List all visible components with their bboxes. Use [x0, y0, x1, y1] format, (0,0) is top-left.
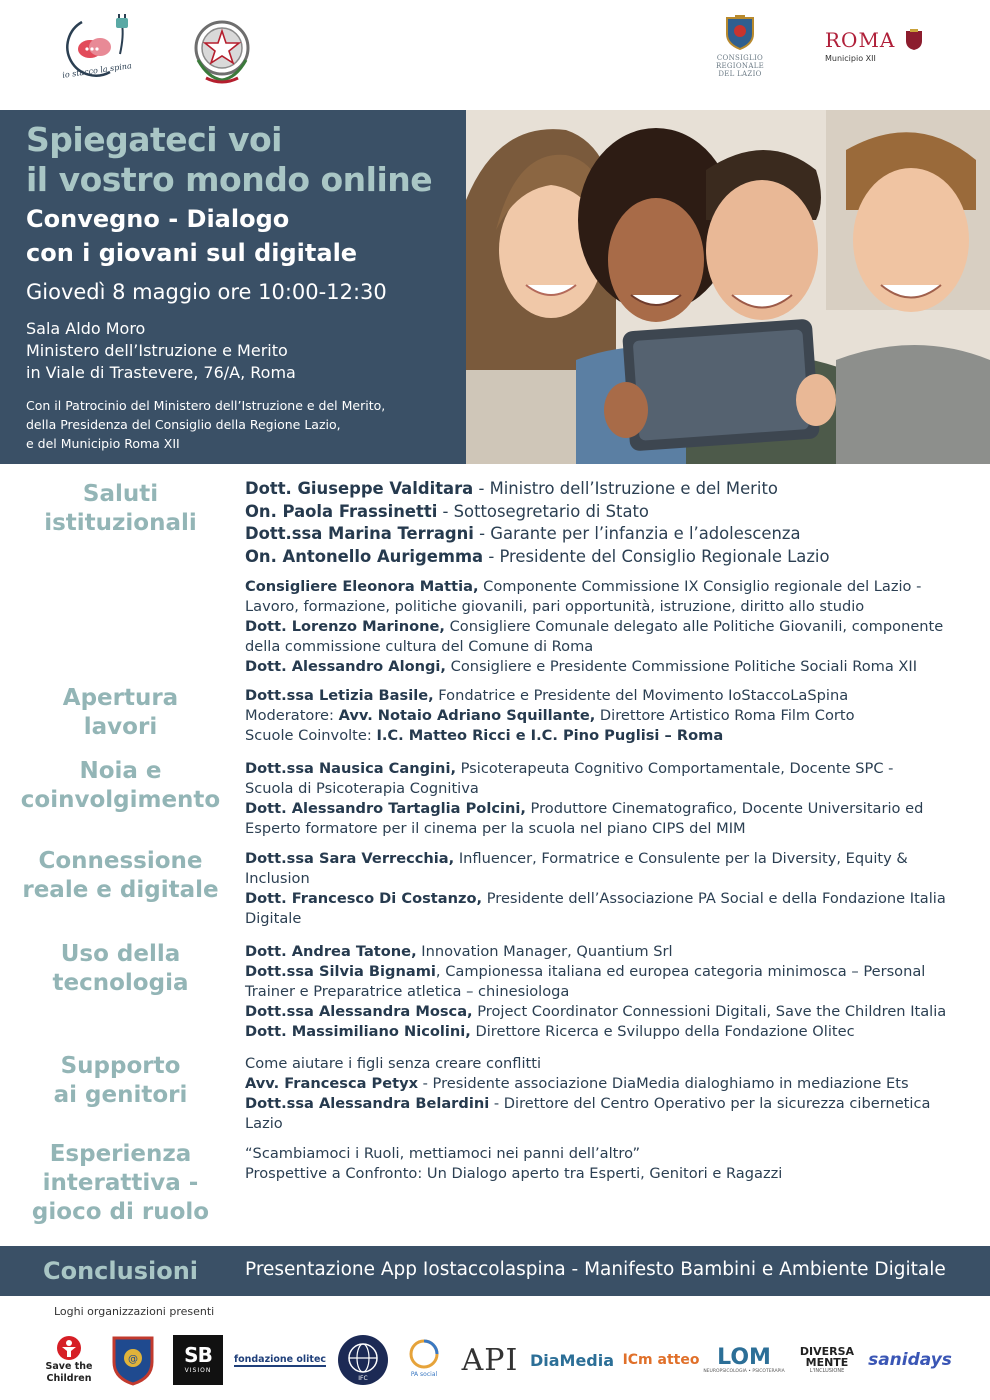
diversamente-subtext: L'INCLUSIONE — [809, 1368, 845, 1374]
lom-logo — [703, 1330, 785, 1390]
diversamente-logo — [792, 1330, 862, 1390]
label-line: Connessione — [38, 848, 203, 874]
pa-social-logo — [402, 1330, 446, 1390]
roma-subtitle: Municipio XII — [825, 54, 876, 63]
section-body — [245, 478, 980, 677]
speaker-row — [245, 799, 980, 839]
diamedia-logo — [530, 1330, 614, 1390]
section-label — [18, 480, 223, 538]
sb-vision-text: SB — [184, 1343, 212, 1367]
event-subtitle — [26, 202, 456, 270]
section-label — [18, 847, 223, 905]
speaker-role: Fondatrice e Presidente del Movimento IoStaccoLaSpina — [433, 687, 849, 704]
sanidays-logo — [870, 1330, 950, 1390]
speaker-row — [245, 942, 980, 962]
event-subtitle-line-1: Convegno - Dialogo — [26, 205, 290, 233]
diversamente-text: DIVERSA MENTE — [799, 1345, 855, 1369]
lom-subtext: NEUROPSICOLOGIA • PSICOTERAPIA — [703, 1368, 785, 1374]
venue-line-1: Sala Aldo Moro — [26, 319, 146, 338]
repubblica-italiana-emblem — [190, 16, 254, 86]
event-subtitle-line-2: con i giovani sul digitale — [26, 239, 358, 267]
api-logo — [460, 1330, 520, 1390]
ic-matteo-text: ICm atteo — [622, 1352, 700, 1368]
footer-logos-title: Loghi organizzazioni presenti — [54, 1305, 215, 1318]
lom-text: LOM — [717, 1344, 771, 1370]
speaker-row — [245, 962, 980, 1002]
speaker-name: On. Antonello Aurigemma — [245, 546, 484, 566]
speaker-role-cont: della commissione cultura del Comune di Roma — [245, 638, 594, 655]
ic-matteo-ricci-logo — [622, 1330, 700, 1390]
section-label — [18, 757, 223, 815]
event-title-line-1: Spiegateci voi — [26, 120, 282, 159]
speaker-name: Dott. Giuseppe Valditara — [245, 479, 474, 498]
speaker-name: Dott. Alessandro Alongi, — [245, 658, 446, 675]
speaker-row — [245, 889, 980, 929]
speaker-role: - Presidente associazione DiaMedia dialoghiamo in mediazione Ets — [418, 1075, 909, 1092]
speaker-role: Presidente dell’Associazione PA Social e della Fondazione Italia — [482, 890, 946, 907]
section-body — [245, 1144, 980, 1184]
label-line: tecnologia — [52, 970, 189, 996]
roma-word: ROMA — [825, 28, 896, 52]
speaker-role: Project Coordinator Connessioni Digitali, Save the Children Italia — [472, 1003, 947, 1020]
speaker-role: Psicoterapeuta Cognitivo Comportamentale, Docente SPC - — [456, 760, 894, 777]
io-stacco-la-spina-logo — [60, 14, 140, 84]
pa-social-text: PA social — [410, 1371, 438, 1378]
label-line: istituzionali — [44, 510, 197, 536]
globe-organization-logo — [336, 1330, 390, 1390]
event-venue — [26, 318, 466, 384]
speaker-role-cont: Lazio — [245, 1115, 283, 1132]
speaker-name: Avv. Francesca Petyx — [245, 1075, 419, 1092]
speaker-role: Consigliere Comunale delegato alle Politiche Giovanili, componente — [444, 618, 944, 635]
label-line: interattiva - — [42, 1170, 199, 1196]
patronage-line-1: Con il Patrocinio del Ministero dell’Istruzione e del Merito, — [26, 398, 386, 413]
speaker-role: Direttore Ricerca e Sviluppo della Fondazione Olitec — [470, 1023, 855, 1040]
speaker-role-cont: Scuola di Psicoterapia Cognitiva — [245, 780, 479, 797]
program — [0, 464, 990, 1244]
label-line: Saluti — [82, 481, 159, 507]
svg-text:@: @ — [128, 1354, 138, 1365]
label-line: coinvolgimento — [20, 787, 221, 813]
patronage-line-2: della Presidenza del Consiglio della Regione Lazio, — [26, 417, 341, 432]
event-title-line-2: il vostro mondo online — [26, 160, 433, 199]
speaker-row — [245, 849, 980, 889]
speaker-name: Dott. Massimiliano Nicolini, — [245, 1023, 471, 1040]
speaker-name: Dott. Andrea Tatone, — [245, 943, 417, 960]
diamedia-text: DiaMedia — [529, 1350, 615, 1370]
speaker-role-cont: Inclusion — [245, 870, 310, 887]
section-intro: Come aiutare i figli senza creare conflitti — [245, 1055, 542, 1072]
activity-description: Prospettive a Confronto: Un Dialogo aperto tra Esperti, Genitori e Ragazzi — [245, 1165, 783, 1182]
speaker-name: On. Paola Frassinetti — [245, 501, 438, 521]
speaker-role: Consigliere e Presidente Commissione Politiche Sociali Roma XII — [445, 658, 918, 675]
section-body — [245, 759, 980, 839]
event-patronage — [26, 396, 456, 453]
section-label — [18, 684, 223, 742]
label-line: ai genitori — [53, 1082, 188, 1108]
save-the-children-logo — [44, 1330, 94, 1390]
fondazione-olitec-logo — [232, 1330, 328, 1390]
speaker-role: Innovation Manager, Quantium Srl — [416, 943, 673, 960]
label-line: gioco di ruolo — [31, 1199, 210, 1225]
speaker-role: , Campionessa italiana ed europea categoria minimosca – Personal — [435, 963, 926, 980]
conclusioni-bar — [0, 1246, 990, 1296]
speaker-role: - Ministro dell’Istruzione e del Merito — [473, 479, 778, 498]
label-line: Supporto — [60, 1053, 181, 1079]
io-stacco-la-spina-logo-text: io stacco la spina — [61, 61, 133, 80]
speaker-row — [245, 1022, 980, 1042]
section-body — [245, 686, 980, 746]
speaker-name: Dott. Lorenzo Marinone, — [245, 618, 445, 635]
schools-row — [245, 726, 980, 746]
sb-vision-logo — [172, 1330, 224, 1390]
save-the-children-icon — [56, 1335, 82, 1361]
label-line: Uso della — [60, 941, 181, 967]
section-label — [18, 940, 223, 998]
venue-line-2: Ministero dell’Istruzione e Merito — [26, 341, 288, 360]
lazio-text-1: CONSIGLIO — [716, 54, 764, 62]
speaker-name: Avv. Notaio Adriano Squillante, — [338, 707, 596, 724]
label-line: Apertura — [62, 685, 179, 711]
patronage-line-3: e del Municipio Roma XII — [26, 436, 180, 451]
speaker-role: - Garante per l’infanzia e l’adolescenza — [473, 524, 801, 543]
speaker-row — [245, 501, 980, 524]
speaker-name: Dott. Francesco Di Costanzo, — [245, 890, 483, 907]
schools-prefix: Scuole Coinvolte: — [245, 727, 377, 744]
speaker-row — [245, 657, 980, 677]
speaker-name: Dott.ssa Marina Terragni — [245, 524, 474, 543]
speaker-role: Produttore Cinematografico, Docente Universitario ed — [525, 800, 924, 817]
speaker-role-cont: Lavoro, formazione, politiche giovanili, pari opportunità, istruzione, diritto allo studio — [245, 598, 865, 615]
speaker-name: Dott.ssa Sara Verrecchia, — [245, 850, 455, 867]
speaker-row — [245, 523, 980, 546]
speaker-role: Influencer, Formatrice e Consulente per la Diversity, Equity & — [454, 850, 908, 867]
speaker-role: Direttore Artistico Roma Film Corto — [595, 707, 855, 724]
speaker-role-cont: Trainer e Preparatrice atletica – chinesiologa — [245, 983, 570, 1000]
speaker-name: Dott. Alessandro Tartaglia Polcini, — [245, 800, 526, 817]
lazio-text-3: DEL LAZIO — [718, 70, 762, 78]
speaker-role: - Direttore del Centro Operativo per la sicurezza cibernetica — [489, 1095, 931, 1112]
header-logos — [0, 0, 990, 110]
speaker-role: Componente Commissione IX Consiglio regionale del Lazio - — [478, 578, 922, 595]
activity-title: “Scambiamoci i Ruoli, mettiamoci nei panni dell’altro” — [245, 1145, 641, 1162]
svg-text:IFC: IFC — [358, 1375, 368, 1382]
section-body — [245, 849, 980, 929]
section-body — [245, 1054, 980, 1134]
label-line: Noia e — [79, 758, 162, 784]
roma-municipio-logo — [825, 28, 935, 78]
speaker-row — [245, 1074, 980, 1094]
lazio-text-2: REGIONALE — [715, 62, 765, 70]
conclusioni-text: Presentazione App Iostaccolaspina - Manifesto Bambini e Ambiente Digitale — [245, 1259, 946, 1280]
schools-names: I.C. Matteo Ricci e I.C. Pino Puglisi – Roma — [376, 727, 724, 744]
hero-info-panel — [0, 110, 466, 464]
speaker-role: - Presidente del Consiglio Regionale Lazio — [483, 546, 830, 566]
teens-with-tablet-photo — [466, 110, 990, 464]
speaker-row — [245, 478, 980, 501]
speaker-row — [245, 686, 980, 706]
speaker-name: Dott.ssa Letizia Basile, — [245, 687, 434, 704]
api-text: API — [461, 1342, 519, 1378]
speaker-name: Dott.ssa Nausica Cangini, — [245, 760, 456, 777]
speaker-row — [245, 1002, 980, 1022]
speaker-row — [245, 1094, 980, 1134]
hero — [0, 110, 990, 464]
roma-shield-icon — [905, 29, 923, 51]
speaker-row — [245, 617, 980, 657]
conclusioni-label: Conclusioni — [42, 1257, 199, 1285]
speaker-role-cont: Digitale — [245, 910, 302, 927]
event-date: Giovedì 8 maggio ore 10:00-12:30 — [26, 280, 387, 304]
speaker-row — [245, 577, 980, 617]
speaker-row — [245, 759, 980, 799]
label-line: reale e digitale — [22, 877, 219, 903]
venue-line-3: in Viale di Trastevere, 76/A, Roma — [26, 363, 296, 382]
speaker-name: Consigliere Eleonora Mattia, — [245, 578, 479, 595]
save-the-children-text: Save the Children — [45, 1361, 93, 1384]
label-line: Esperienza — [49, 1141, 192, 1167]
label-line: lavori — [83, 714, 158, 740]
speaker-role: - Sottosegretario di Stato — [437, 501, 649, 521]
section-body — [245, 942, 980, 1042]
event-title — [26, 120, 456, 200]
moderator-prefix: Moderatore: — [245, 707, 339, 724]
sb-vision-subtext: VISION — [184, 1367, 212, 1374]
section-label — [18, 1052, 223, 1110]
section-label — [18, 1140, 223, 1227]
speaker-row — [245, 546, 980, 569]
speaker-name: Dott.ssa Alessandra Belardini — [245, 1095, 490, 1112]
fondazione-olitec-text: fondazione olitec — [233, 1353, 327, 1365]
moderator-row — [245, 706, 980, 726]
speaker-name: Dott.ssa Silvia Bignami — [245, 963, 436, 980]
speaker-role-cont: Esperto formatore per il cinema per la scuola nel piano CIPS del MIM — [245, 820, 746, 837]
speaker-name: Dott.ssa Alessandra Mosca, — [245, 1003, 473, 1020]
polizia-postale-logo — [108, 1330, 158, 1390]
sanidays-text: sanidays — [868, 1350, 952, 1370]
consiglio-regionale-lazio-logo — [700, 14, 780, 88]
